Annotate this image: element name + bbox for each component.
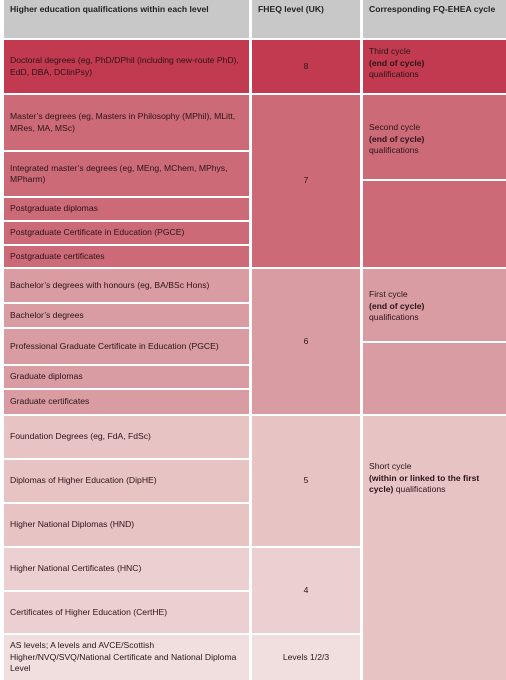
qualification-row bbox=[4, 548, 249, 590]
qualification-text: Diplomas of Higher Education (DipHE) bbox=[10, 475, 157, 486]
header-qualifications-text: Higher education qualifications within each level bbox=[10, 4, 209, 14]
qualification-row bbox=[4, 152, 249, 196]
qualification-row bbox=[4, 269, 249, 302]
header-qualifications bbox=[4, 0, 249, 38]
cycle-spacer bbox=[363, 181, 506, 267]
qualification-row bbox=[4, 329, 249, 364]
qualification-row bbox=[4, 40, 249, 93]
cycle-emphasis: (end of cycle) bbox=[369, 133, 425, 144]
cycle-tail: qualifications bbox=[369, 312, 419, 322]
qualification-text: Professional Graduate Certificate in Education (PGCE) bbox=[10, 340, 219, 351]
qualification-text: Graduate diplomas bbox=[10, 371, 83, 382]
qualification-row bbox=[4, 390, 249, 414]
qualification-text: AS levels; A levels and AVCE/Scottish Higher/NVQ/SVQ/National Certificate and National Diploma Level bbox=[10, 640, 237, 674]
fheq-level-cell bbox=[252, 416, 360, 546]
qualification-text: Postgraduate diplomas bbox=[10, 203, 98, 214]
cycle-tail: qualifications bbox=[369, 69, 419, 79]
qualification-text: Postgraduate certificates bbox=[10, 250, 105, 261]
header-fheq-level-text: FHEQ level (UK) bbox=[258, 4, 324, 14]
qualification-text: Foundation Degrees (eg, FdA, FdSc) bbox=[10, 431, 151, 442]
qualification-row bbox=[4, 95, 249, 150]
qualification-text: Postgraduate Certificate in Education (PGCE) bbox=[10, 227, 185, 238]
qualification-row bbox=[4, 198, 249, 220]
fheq-level-value: 8 bbox=[303, 60, 309, 71]
cycle-cell bbox=[363, 416, 506, 680]
qualification-text: Graduate certificates bbox=[10, 396, 90, 407]
cycle-emphasis: (within or linked to the first cycle) bbox=[369, 472, 480, 494]
qualification-text: Integrated master’s degrees (eg, MEng, MChem, MPhys, MPharm) bbox=[10, 162, 228, 184]
fheq-level-value: 5 bbox=[303, 475, 309, 486]
qualification-text: Certificates of Higher Education (CertHE) bbox=[10, 606, 168, 617]
qualification-row bbox=[4, 416, 249, 458]
cycle-tail: qualifications bbox=[369, 145, 419, 155]
fheq-level-cell bbox=[252, 40, 360, 93]
cycle-title: First cycle bbox=[369, 289, 408, 299]
cycle-emphasis: (end of cycle) bbox=[369, 57, 425, 68]
cycle-title: Second cycle bbox=[369, 122, 421, 132]
header-fheq-level bbox=[252, 0, 360, 38]
fheq-level-value: Levels 1/2/3 bbox=[282, 651, 330, 662]
fheq-level-value: 7 bbox=[303, 175, 309, 186]
fheq-level-cell bbox=[252, 548, 360, 633]
qualification-text: Higher National Diplomas (HND) bbox=[10, 519, 135, 530]
cycle-title: Third cycle bbox=[369, 46, 411, 56]
fheq-level-cell bbox=[252, 269, 360, 414]
qualification-row bbox=[4, 592, 249, 633]
fheq-level-value: 4 bbox=[303, 584, 309, 595]
qualification-row bbox=[4, 635, 249, 680]
cycle-cell bbox=[363, 40, 506, 93]
cycle-cell bbox=[363, 269, 506, 341]
cycle-title: Short cycle bbox=[369, 461, 412, 471]
qualification-row bbox=[4, 366, 249, 388]
qualification-row bbox=[4, 504, 249, 546]
qualification-row bbox=[4, 222, 249, 244]
qualification-text: Higher National Certificates (HNC) bbox=[10, 563, 142, 574]
qualification-text: Doctoral degrees (eg, PhD/DPhil (including new-route PhD), EdD, DBA, DClinPsy) bbox=[10, 55, 239, 77]
fheq-level-value: 6 bbox=[303, 335, 309, 346]
qualification-row bbox=[4, 304, 249, 327]
cycle-tail: qualifications bbox=[395, 484, 446, 494]
fheq-level-cell bbox=[252, 95, 360, 267]
cycle-cell bbox=[363, 95, 506, 179]
qualification-row bbox=[4, 460, 249, 502]
cycle-spacer bbox=[363, 343, 506, 414]
fheq-level-cell bbox=[252, 635, 360, 680]
qualification-row bbox=[4, 246, 249, 267]
header-fq-ehea-cycle bbox=[363, 0, 506, 38]
qualification-text: Bachelor’s degrees with honours (eg, BA/BSc Hons) bbox=[10, 279, 210, 290]
header-fq-ehea-cycle-text: Corresponding FQ-EHEA cycle bbox=[369, 4, 496, 14]
cycle-emphasis: (end of cycle) bbox=[369, 300, 425, 311]
qualification-text: Bachelor’s degrees bbox=[10, 309, 84, 320]
qualification-text: Master’s degrees (eg, Masters in Philosophy (MPhil), MLitt, MRes, MA, MSc) bbox=[10, 111, 236, 133]
